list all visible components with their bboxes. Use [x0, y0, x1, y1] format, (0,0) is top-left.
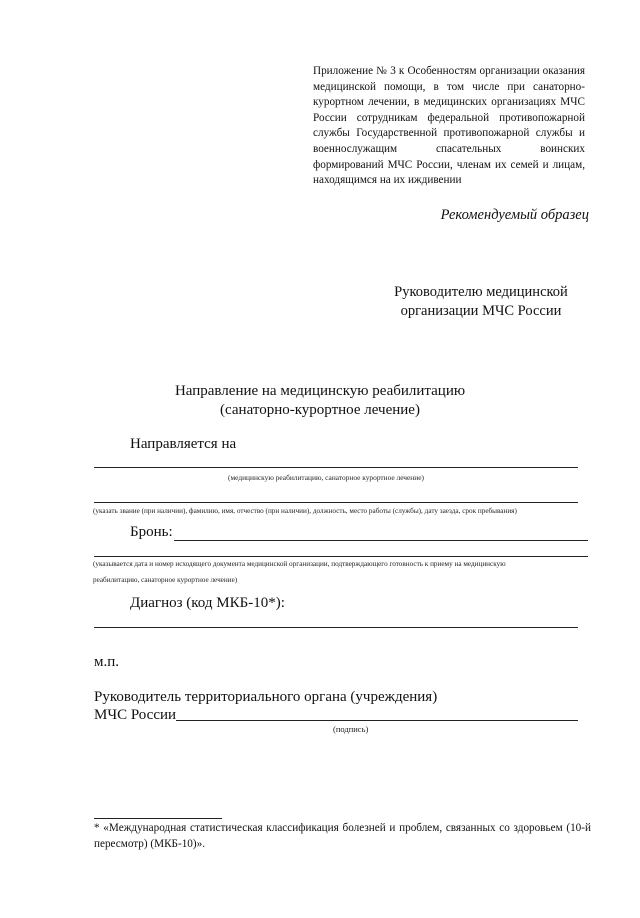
person-hint: (указать звание (при наличии), фамилию, имя, отчество (при наличии), должность, место работы (службы), дату заезда, срок пребывания)	[93, 507, 517, 515]
diagnosis-label: Диагноз (код МКБ-10*):	[130, 595, 285, 611]
signature-hint: (подпись)	[333, 724, 369, 734]
booking-label: Бронь:	[130, 524, 173, 540]
booking-field-line[interactable]	[174, 540, 588, 541]
booking-hint-1: (указывается дата и номер исходящего документа медицинской организации, подтверждающего готовность к приему на медицинскую	[93, 560, 506, 568]
head-title-line-1: Руководитель территориального органа (учреждения)	[94, 689, 438, 705]
document-title	[0, 382, 640, 420]
addressee-line-2: организации МЧС России	[400, 303, 562, 319]
title-line-1: Направление на медицинскую реабилитацию	[174, 383, 466, 399]
footnote: * «Международная статистическая классификация болезней и проблем, связанных со здоровьем (10-й пересмотр) (МКБ-10)».	[94, 822, 591, 850]
stamp-label: м.п.	[94, 654, 120, 670]
title-line-2: (санаторно-курортное лечение)	[220, 402, 420, 418]
directed-label: Направляется на	[130, 436, 237, 452]
booking-field-line-2[interactable]	[94, 556, 588, 557]
addressee-line-1: Руководителю медицинской	[394, 284, 568, 300]
directed-field-line[interactable]	[94, 467, 578, 468]
head-title-line-2: МЧС России	[94, 707, 177, 723]
sample-label: Рекомендуемый образец	[440, 207, 589, 223]
addressee	[388, 283, 574, 321]
footnote-separator	[94, 818, 222, 819]
person-field-line[interactable]	[94, 502, 578, 503]
signature-field-line[interactable]	[176, 720, 578, 721]
booking-hint-2: реабилитацию, санаторное курортное лечение)	[93, 576, 238, 584]
diagnosis-field-line[interactable]	[94, 627, 578, 628]
appendix-note: Приложение № 3 к Особенностям организации оказания медицинской помощи, в том числе при санаторно-курортном лечении, в медицинских организациях МЧС России сотрудникам федеральной противопожарной службы Государственной противопожарной службы и военнослужащим спасательных воинских формирований МЧС России, членам их семей и лицам, находящимся на их иждивении	[313, 65, 585, 187]
directed-hint: (медицинскую реабилитацию, санаторное курортное лечение)	[228, 473, 424, 482]
